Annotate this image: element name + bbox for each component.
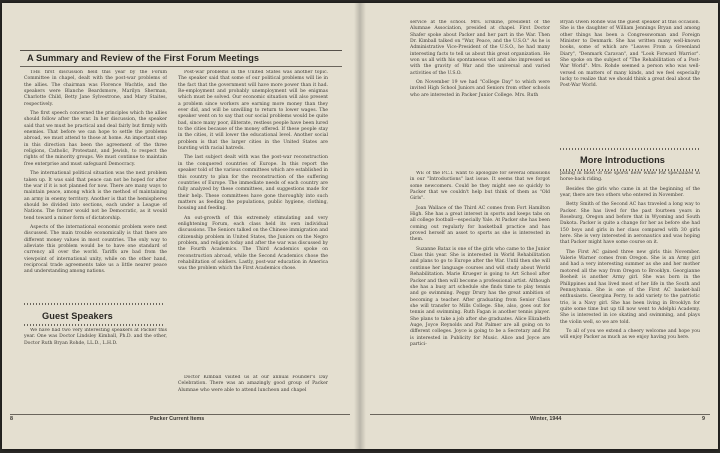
- guest-column-2: [178, 375, 328, 409]
- paragraph: To all of you we extend a cheery welcome and hope you will enjoy Packer as much as we enjoy having you here.: [560, 328, 700, 341]
- heading-rule-bottom: [20, 66, 342, 67]
- paragraph: The last subject dealt with was the post-war reconstruction in the conquered countries of Europe. In this report the speaker told of the various committees which are established in this country to plan for the reconstruction of the suffering countries of Europe. The immediate needs of each country are fully analyzed by these committees, and suggestions made for their help. These committees have gone thoroughly into such matters as feeding the populations, public hygiene, clothing, housing and feeding.: [178, 155, 328, 212]
- paragraph: Betty Smith of the Second AC has traveled a long way to Packer. She has lived for the past fourteen years in Roseburg, Oregon and before that in Wyoming and South Dakota. Packer is quite a change for her as before she had 150 boys and girls in her class compared with 30 girls here. She is very interested in aeronautics and was hoping that Packer might have some course on it.: [560, 202, 700, 246]
- paragraph: THE first discussion held this year by the Forum Committee in chapel, dealt with the post-war problems of the allies. The chairman was Florence Wachtle, and the speakers were Blanche Beardsmore, Marilyn Sherman, Charlotte Child, Betty Jane Sylvestrone, and Mary Staites, respectively.: [24, 70, 167, 107]
- paragraph: Aspects of the international economic problem were next discussed. The main trouble economically is that there are different money values in most countries. The only way to alleviate this problem would be to have one standard of currency all over the world. Tariffs are bad from the viewpoint of international unity, while on the other hand, reciprocal trade agreements take us a little nearer peace and understanding among nations.: [24, 224, 167, 275]
- paragraph: An out-growth of this extremely stimulating and very enlightening Forum, each class held its own individual discussions. The Seniors talked on the Chinese immigration and citizenship problem in United States, the Juniors on the Negro problem, and religion today and after the war was discussed by the Fourth Academics. The Third Academics spoke on reconstruction abroad, while the Second Academics chose the rehabilitation of soldiers. Lastly, post-war education in America was the problem which the First Academics chose.: [178, 215, 328, 272]
- paragraph: Doctor Kimball visited us at our annual Founder's Day Celebration. There was an amazingly good group of Packer Alumnae who were able to attend luncheon and chapel: [178, 375, 328, 393]
- guest-continued-column-2: [560, 20, 700, 138]
- publication-title: Packer Current Items: [150, 416, 205, 422]
- summary-heading: A Summary and Review of the First Forum Meetings: [27, 53, 260, 63]
- center-gutter: [354, 3, 366, 449]
- paragraph: WE of the P.C.I. want to apologize for several omissions in our "Introductions" last issue. It seems that we forgot some newcomers. Could be they might see so quickly to Packer that we couldn't help but think of them as "Old Girls".: [410, 171, 550, 202]
- more-introductions-heading: More Introductions: [580, 155, 665, 165]
- page-number: 9: [702, 416, 705, 422]
- paragraph: pating in most of the sports here while Pat specializes in horse-back riding.: [560, 171, 700, 183]
- guest-dotted-rule-top: [24, 303, 164, 305]
- magazine-spread: [2, 3, 718, 449]
- right-page: [360, 3, 718, 449]
- guest-continued-column-1: [410, 20, 550, 160]
- paragraph: On November 19 we had "College Day" to which were invited High School Juniors and Seniors from other schools who are interested in Packer Junior College. Mrs. Ruth: [410, 80, 550, 98]
- issue-date: Winter, 1944: [530, 416, 562, 422]
- footer-rule: [10, 414, 350, 415]
- paragraph: Post-war problems in the United States was another topic. The speaker said that some of our political problems will lie in the fact that the government will have more power than it had. Re-employment and probably unemployment will be enigmas which must be solved. Our economic situation will also present a problem since workers are earning more money than they ever did, and will be unwilling to return to lower wages. The speaker went on to say that our social problems would be quite bad, since many poor, illiterate, restless people have been lured to the cities because of the money offered. If these people stay in the cities, it will lower the educational level. Another social problem is that the larger cities in the United States are bursting with racial hatreds.: [178, 70, 328, 152]
- summary-column-2: [178, 70, 328, 370]
- heading-rule-top: [20, 50, 342, 51]
- paragraph: Suzanne Bataz is one of the girls who came to the Junior Class this year. She is interested in World Rehabilitation and plans to go to Europe after the War. Until then she will continue her language courses and will study about World Rehabilitation. Marie Krueger is going to Art School after Packer and then will become a professional artist. Although she has a busy art schedule she finds time to play tennis and go swimming. Peggy Drury has the great ambition of becoming a teacher. After graduating from Senior Class she will transfer to Mills College. She, also, goes out for tennis and swimming. Ruth Fagan is another tennis player. She plans to take a job after she graduates. Alice Elizabeth Auge, Joyce Reynolds and Pat Palmer are all going on to different colleges. Joyce is going to be a Secretary and Pat is interested in Publicity for Music. Alice and Joyce are partici-: [410, 246, 550, 347]
- paragraph: Joan Wallace of the Third AC comes from Fort Hamilton High. She has a great interest in sports and keeps tabs on all college football—especially Yale. At Packer she has been coming out regularly for basketball practice and has proved herself an asset to sports as she is interested in them.: [410, 205, 550, 243]
- introductions-column-2: [560, 171, 700, 411]
- guest-column-1: [24, 328, 167, 408]
- paragraph: The First AC gained three new girls this November. Valerie Warner comes from Oregon. She is an Army girl and had a very interesting summer as she and her mother motored all the way from Oregon to Brooklyn. Georgianne Boeheit is another Army girl. She was born in the Philippines and has lived most of her life in the South and Pennsylvania. She is one of the First AC basket-ball enthusiasts. Georgina Perry, to add variety to the patriotic trio, is a Navy girl. She has been living in Brooklyn for quite some time but up till now went to Adelphi Academy. She is interested in ice skating and swimming, and plays the violin well, so we are told.: [560, 249, 700, 325]
- paragraph: service at the school. Mrs. Erskine, president of the Alumnae Association, presided at chapel. First Doctor Shafer spoke about Packer and her part in the War. Then Dr. Kimball talked on "War, Peace, and the U.S.O." As he is Administrative Vice-President of the U.S.O., he had many interesting facts to tell us about this great organization. He won us all with his spontaneous wit and also impressed us with the gravity of War and the universal and varied activities of the U.S.O.: [410, 20, 550, 76]
- left-page: [2, 3, 360, 449]
- paragraph: The international political situation was the next problem taken up. It was said that peace can not be hoped for after the war if it is not planned for now. There are many ways to maintain peace, among which is the method of maintaining an army in enemy territory. Another is that the hemispheres should be divided into sections, each under a League of Nations. The former would not be Democratic, as it would tend toward a minor form of dictatorship.: [24, 171, 167, 221]
- guest-dotted-rule-bottom: [24, 324, 164, 326]
- footer-rule: [370, 414, 710, 415]
- paragraph: Bryan Owen Rohde was the guest speaker at this occasion. She is the daughter of William Jennings Bryan and among other things has been a Congresswoman and Foreign Minister to Denmark. She has written many well-known books, some of which are "Leaves From a Greenland Diary", "Denmark Caravan", and "Look Forward Warrior". She spoke on the subject of "The Rehabilitation of a Post-War World". Mrs. Rohde seemed a person who was well-versed on matters of many kinds, and we feel especially lucky to realize that we should think a great deal about the Post-War World.: [560, 20, 700, 89]
- summary-column-1: [24, 70, 167, 295]
- intro-dotted-rule-top: [560, 148, 700, 150]
- paragraph: The first speech concerned the principles which the allies should follow after the war. In her discussion, the speaker said that we must be practical and deal fairly but firmly with enemies. That before we can hope to settle the problems abroad, we must attend to those at home. An important step in this direction has been the agreement of the three religions, Catholic, Protestant, and Jewish, to respect the rights of the minority groups. We must continue to maintain free enterprise and must safeguard Democracy.: [24, 111, 167, 167]
- paragraph: Besides the girls who came in at the beginning of the year, there are two others who entered in November.: [560, 186, 700, 199]
- page-number: 8: [10, 416, 13, 422]
- paragraph: We have had two very interesting speakers at Packer this year. One was Doctor Lindsley Kimball, Ph.D. and the other, Doctor Ruth Bryan Rohde, LL.D., L.H.D.: [24, 328, 167, 346]
- guest-speakers-heading: Guest Speakers: [42, 311, 113, 321]
- introductions-column-1: [410, 171, 550, 411]
